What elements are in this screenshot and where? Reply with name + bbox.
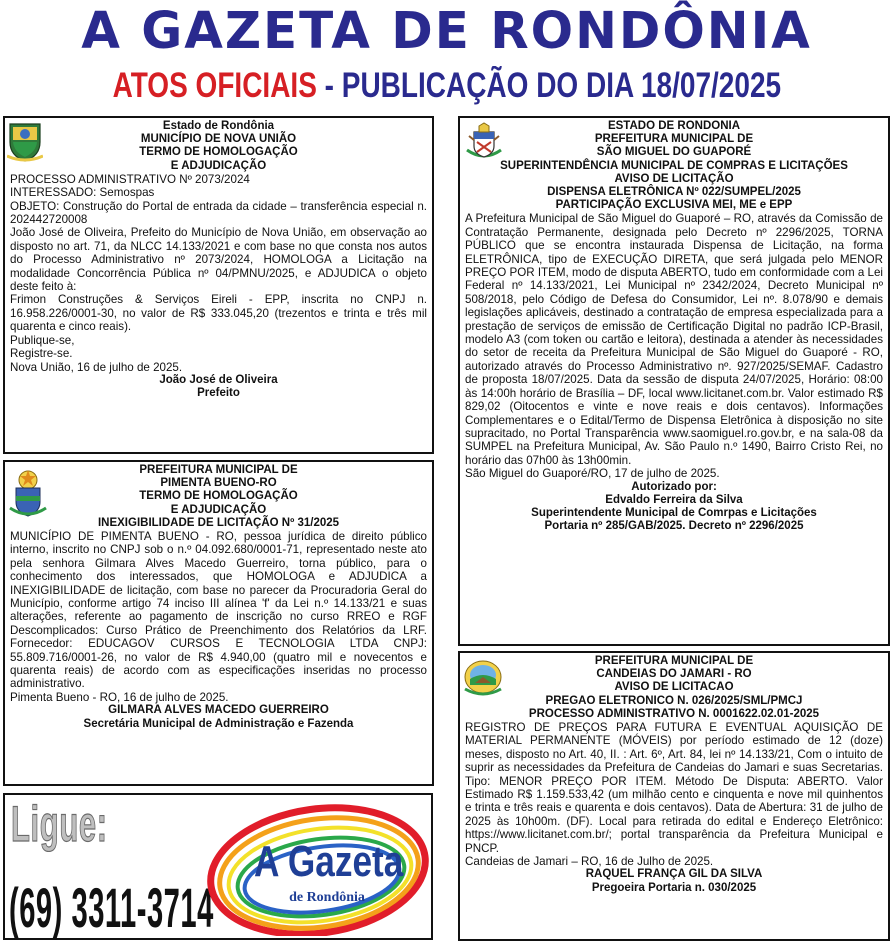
body-paragraph: São Miguel do Guaporé/RO, 17 de julho de 2025.	[465, 467, 720, 481]
header-line: PARTICIPAÇÃO EXCLUSIVA MEI, ME e EPP	[555, 199, 793, 212]
signature-role: Secretária Municipal de Administração e Fazenda	[83, 717, 354, 730]
body-paragraph: OBJETO: Construção do Portal de entrada da cidade – transferência especial n. 202442720008	[10, 199, 427, 227]
notice-signature	[10, 374, 427, 400]
notice-signature	[465, 481, 883, 534]
ad-ligue-label: Ligue:	[11, 796, 108, 852]
signature-role: Prefeito	[197, 387, 240, 400]
header-line: SUPERINTENDÊNCIA MUNICIPAL DE COMPRAS E LICITAÇÕES	[500, 159, 848, 172]
body-paragraph: Registre-se.	[10, 347, 73, 361]
header-line: AVISO DE LICITAÇÃO	[614, 172, 734, 185]
notice-candeias	[458, 651, 890, 941]
body-paragraph: Pimenta Bueno - RO, 16 de julho de 2025.	[10, 690, 229, 704]
notice-body	[10, 530, 427, 704]
notice-header	[10, 464, 427, 530]
subtitle-separator: -	[316, 66, 342, 105]
ad-phone-number: (69) 3311-3714	[9, 876, 214, 939]
header-line: AVISO DE LICITACAO	[614, 681, 734, 694]
header-line: PREFEITURA MUNICIPAL DE	[139, 464, 298, 476]
header-line: DISPENSA ELETRÔNICA Nº 022/SUMPEL/2025	[547, 186, 801, 199]
notice-body	[465, 721, 883, 868]
signature-name: RAQUEL FRANÇA GIL DA SILVA	[585, 868, 763, 881]
notice-pimenta-bueno	[3, 460, 434, 786]
body-paragraph: REGISTRO DE PREÇOS PARA FUTURA E EVENTUAL AQUISIÇÃO DE MATERIAL PERMANENTE (MÓVEIS) por período estimado de 12 (doze) meses, disposto no Art. 40, II. : Art. 6º, Art. 84, lei nº 14.133/21, Com o intuito de suprir as necessidades da Prefeitura de Candeias do Jamari e suas Secretarias. Tipo: MENOR PREÇO POR ITEM. Método De Disputa: ABERTO. Valor Estimado R$ 1.159.533,42 (um milhão cento e cinquenta e nove mil quinhentos e trinta e três reais e quarenta e dois centavos). Data de Abertura: 31 de julho de 2025 às 10h00m. (DF). Local para retirada do edital e Endereço Eletrônico: https://www.licitanet.com.br/; portal transparência da Prefeitura Municipal e PNCP.	[465, 721, 883, 855]
header-line: E ADJUDICAÇÃO	[170, 503, 267, 516]
header-line: PIMENTA BUENO-RO	[160, 477, 277, 490]
notice-body	[10, 173, 427, 374]
notice-header	[465, 120, 883, 212]
notice-signature	[10, 704, 427, 730]
body-paragraph: Publique-se,	[10, 333, 75, 347]
body-paragraph: PROCESSO ADMINISTRATIVO Nº 2073/2024	[10, 172, 250, 186]
body-paragraph: João José de Oliveira, Prefeito do Município de Nova União, em observação ao disposto no art. 71, da NLCC 14.133/2021 e com base no que consta nos autos do Processo Administrativo nº 2073/2024, HOMOLOGA a Licitação na modalidade Concorrência Pública nº 04/PMNU/2025, e ADJUDICA o objeto deste feito à:	[10, 226, 427, 294]
atos-oficiais-label: ATOS OFICIAIS	[112, 66, 317, 105]
body-paragraph: Frimon Construções & Serviços Eireli - EPP, inscrita no CNPJ n. 16.958.226/0001-30, no valor de R$ 333.045,20 (trezentos e trinta e três mil quarenta e cinco reais).	[10, 293, 427, 334]
header-line: ESTADO DE RONDONIA	[607, 120, 741, 132]
body-paragraph: Nova União, 16 de julho de 2025.	[10, 360, 183, 374]
header-line: PREFEITURA MUNICIPAL DE	[594, 133, 754, 146]
notice-header	[10, 120, 427, 173]
ad-logo-title: A Gazeta	[254, 837, 404, 886]
header-line: CANDEIAS DO JAMARI - RO	[596, 668, 752, 681]
header-line: SÃO MIGUEL DO GUAPORÉ	[596, 146, 752, 159]
header-line: MUNICÍPIO DE NOVA UNIÃO	[140, 133, 297, 146]
header-line: PREGAO ELETRONICO N. 026/2025/SML/PMCJ	[545, 694, 803, 707]
signature-role: Superintendente Municipal de Comrpas e Licitações	[531, 506, 817, 519]
body-paragraph: MUNICÍPIO DE PIMENTA BUENO - RO, pessoa jurídica de direito público interno, inscrito no CNPJ sob o n.º 04.092.680/0001-71, representado neste ato pela senhora Gilmara Alves Macedo Guerreiro, torna público, para o conhecimento dos interessados, que HOMOLOGA e ADJUDICA a INEXIGIBILIDADE de licitação, com base no parecer da Procuradoria Geral do Município, conforme artigo 74 inciso III alínea 'f' da Lei n.º 14.133/21 e suas alterações, referente ao pagamento de inscrição no curso RREO e RGF Descomplicados: Curso Prático de Preenchimento dos Relatórios da LRF. Fornecedor: EDUCAGOV CURSOS E TECNOLOGIA LTDA CNPJ: 55.809.716/0001-26, no valor de R$ 4.940,00 (quatro mil e novecentos e quarenta reais) de acordo com as especificações inseridas no processo administrativo.	[10, 530, 427, 691]
notice-signature	[465, 868, 883, 894]
header-line: E ADJUDICAÇÃO	[170, 159, 267, 172]
ad-logo-subtitle: de Rondônia	[289, 890, 365, 905]
header-line: Estado de Rondônia	[162, 120, 275, 132]
body-paragraph: Candeias de Jamari – RO, 16 de Julho de 2025.	[465, 855, 714, 869]
notice-sao-miguel	[458, 116, 890, 646]
header-line: TERMO DE HOMOLOGAÇÃO	[139, 490, 298, 503]
newspaper-title: A GAZETA DE RONDÔNIA	[81, 2, 812, 61]
notice-body	[465, 212, 883, 480]
signature-reference: Portaria nº 285/GAB/2025. Decreto nº 2296/2025	[544, 520, 804, 533]
sao-miguel-crest-icon	[463, 122, 505, 164]
header-line: TERMO DE HOMOLOGAÇÃO	[139, 146, 298, 159]
notice-header	[465, 655, 883, 721]
notice-nova-uniao	[3, 116, 434, 454]
signature-name: Edvaldo Ferreira da Silva	[605, 493, 743, 506]
advertisement	[3, 793, 433, 940]
publication-date-label: PUBLICAÇÃO DO DIA 18/07/2025	[341, 66, 781, 105]
header-line: PREFEITURA MUNICIPAL DE	[594, 655, 754, 667]
body-paragraph: A Prefeitura Municipal de São Miguel do Guaporé – RO, através da Comissão de Contratação Permanente, designada pelo Decreto nº 2296/2025, TORNA PÚBLICO que se encontra instaurada Dispensa de Licitação, na forma ELETRÔNICA, tipo de EXECUÇÃO DIRETA, que será julgada pelo MENOR PREÇO POR ITEM, modo de disputa ABERTO, tudo em conformidade com a Lei Federal nº 14.133/2021, Lei Municipal nº 2342/2024, Decreto Municipal nº 508/2018, pelo Código de Defesa do Consumidor, Lei nº. 8.078/90 e demais legislações aplicáveis, destinado a contratação de empresa especializada para a prestação de serviços de emissão de Certificação Digital no padrão ICP-Brasil, modelo A3 (com token ou cartão e leitora), destinada a atender às necessidades do setor de receita da Prefeitura Municipal de São Miguel do Guaporé - RO, autorizado através do Processo Administrativo nº. 927/2025/SEMAF. Cadastro de proposta 18/07/2025. Data da sessão de disputa 24/07/2025, Horário: 08:00 às 14:00h horário de Brasília – DF, local www.licitanet.com.br. Valor estimado R$ 829,02 (Oitocentos e vinte e nove reais e dois centavos). Informações Complementares e o Edital/Termo de Dispensa Eletrônica à disposição no site supracitado, no Portal Transparência www.saomiguel.ro.gov.br, e na sala-08 da SUMPEL na Prefeitura Municipal, Av. São Paulo n.º 1490, Bairro Cristo Rei, no horário das 07h00 às 13h00min.	[465, 212, 883, 467]
body-paragraph: INTERESSADO: Semospas	[10, 186, 155, 200]
header-line: PROCESSO ADMINISTRATIVO N. 0001622.02.01-2025	[528, 707, 820, 720]
header-line: INEXIGIBILIDADE DE LICITAÇÃO Nº 31/2025	[97, 516, 340, 529]
signature-name: GILMARA ALVES MACEDO GUERREIRO	[108, 704, 329, 717]
pimenta-bueno-crest-icon	[8, 468, 48, 520]
nova-uniao-crest-icon	[7, 120, 43, 162]
signature-role: Pregoeira Portaria n. 030/2025	[591, 881, 757, 894]
publication-subtitle	[0, 66, 893, 110]
signature-name: João José de Oliveira	[159, 373, 278, 386]
candeias-crest-icon	[463, 659, 503, 697]
signature-line: Autorizado por:	[631, 480, 717, 493]
